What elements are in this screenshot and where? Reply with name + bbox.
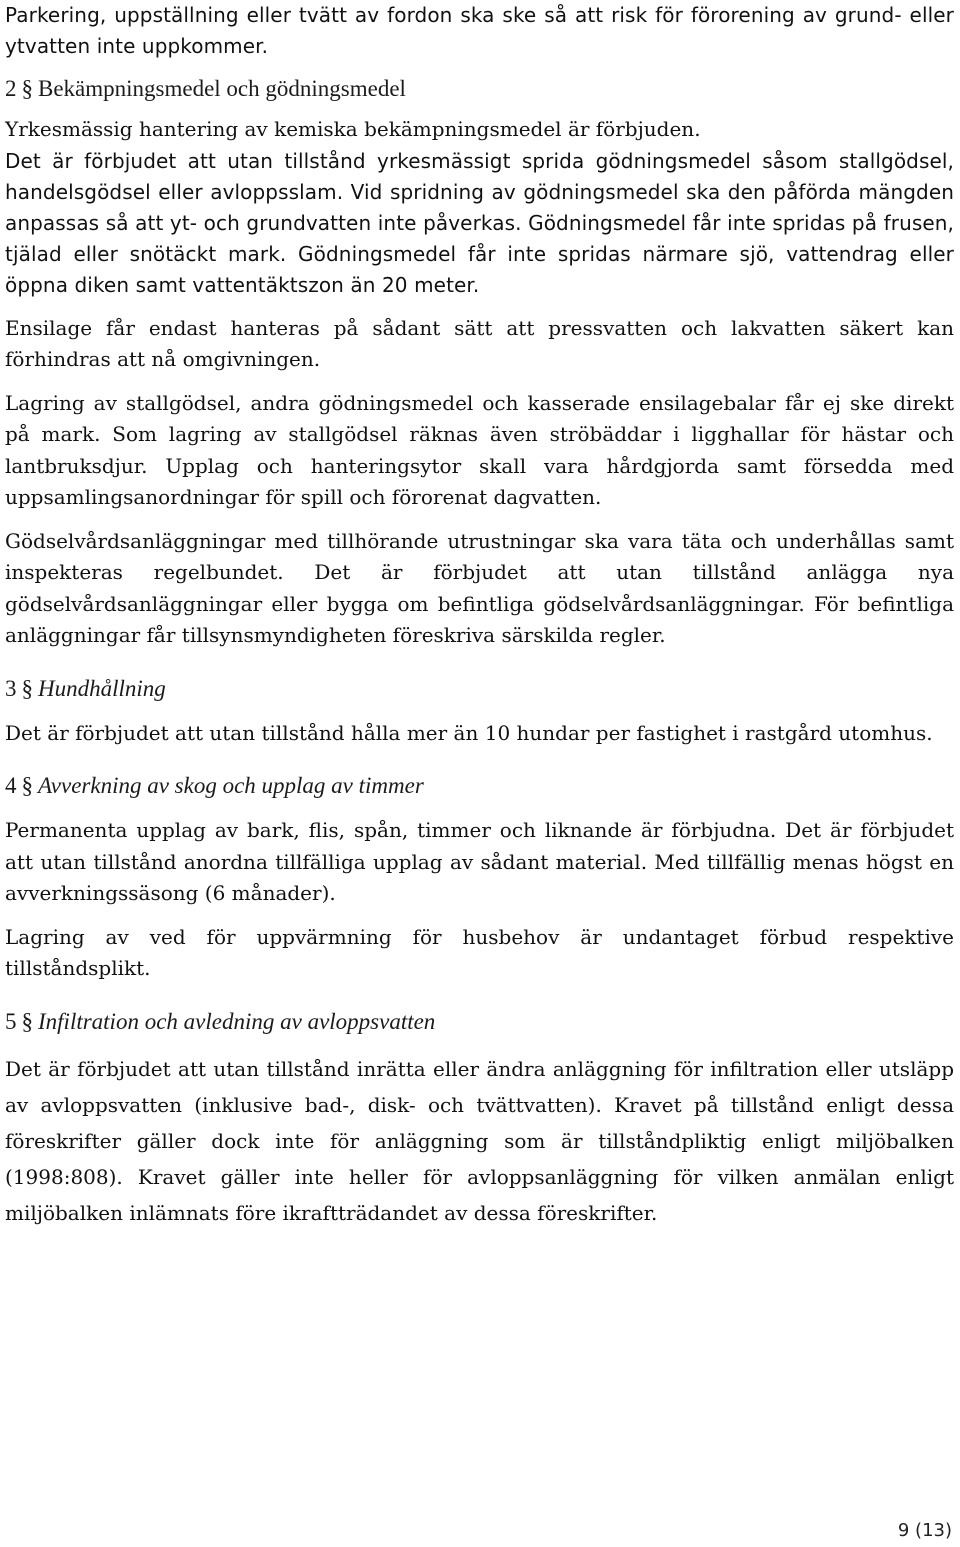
paragraph-sign: § bbox=[21, 1008, 33, 1034]
section-heading-4 bbox=[5, 771, 954, 801]
paragraph-hundhallning: Det är förbjudet att utan tillstånd hålla mer än 10 hundar per fastighet i rastgård utomhus. bbox=[5, 720, 933, 745]
section-title: Avverkning av skog och upplag av timmer bbox=[38, 773, 424, 798]
section-number: 3 bbox=[5, 675, 17, 701]
paragraph-sign: § bbox=[21, 76, 33, 101]
paragraph-parking: Parkering, uppställning eller tvätt av fordon ska ske så att risk för förorening av grund- eller ytvatten inte uppkommer. bbox=[5, 3, 954, 58]
section-heading-2 bbox=[5, 74, 954, 104]
section-number: 5 bbox=[5, 1008, 17, 1034]
section-title: Infiltration och avledning av avloppsvatten bbox=[38, 1008, 436, 1034]
paragraph-lagring: Lagring av stallgödsel, andra gödningsmedel och kasserade ensilagebalar får ej ske direkt på mark. Som lagring av stallgödsel räknas även ströbäddar i ligghallar för hästar och lantbruksdjur. Upplag och hanteringsytor skall vara hårdgjorda samt försedda med uppsamlingsanordningar för spill och förorenat dagvatten. bbox=[5, 390, 954, 509]
paragraph-infiltration: Det är förbjudet att utan tillstånd inrätta eller ändra anläggning för infiltration eller utsläpp av avloppsvatten (inklusive bad-, disk- och tvättvatten). Kravet på tillstånd enligt dessa föreskrifter gäller dock inte för anläggning som är tillståndpliktig enligt miljöbalken (1998:808). Kravet gäller inte heller för avloppsanläggning för vilken anmälan enligt miljöbalken inlämnats före ikraftträdandet av dessa föreskrifter. bbox=[5, 1056, 954, 1225]
section-title: Hundhållning bbox=[38, 675, 166, 701]
paragraph-sign: § bbox=[21, 773, 33, 798]
paragraph-ved: Lagring av ved för uppvärmning för husbehov är undantaget förbud respektive tillståndsplikt. bbox=[5, 924, 954, 980]
section-heading-5 bbox=[5, 1007, 954, 1037]
section-number: 2 bbox=[5, 76, 17, 101]
paragraph-ensilage: Ensilage får endast hanteras på sådant sätt att pressvatten och lakvatten säkert kan förhindras att nå omgivningen. bbox=[5, 315, 954, 371]
paragraph-yrkesmassig: Yrkesmässig hantering av kemiska bekämpningsmedel är förbjuden. bbox=[5, 117, 701, 141]
page-number: 9 (13) bbox=[897, 1520, 952, 1541]
paragraph-godselvard: Gödselvårdsanläggningar med tillhörande utrustningar ska vara täta och underhållas samt inspekteras regelbundet. Det är förbjudet att utan tillstånd anlägga nya gödselvårdsanläggningar eller bygga om befintliga gödselvårdsanläggningar. För befintliga anläggningar får tillsynsmyndigheten föreskriva särskilda regler. bbox=[5, 528, 954, 647]
paragraph-sign: § bbox=[21, 675, 33, 701]
section-title: Bekämpningsmedel och gödningsmedel bbox=[38, 76, 406, 101]
section-number: 4 bbox=[5, 773, 17, 798]
paragraph-upplag: Permanenta upplag av bark, flis, spån, timmer och liknande är förbjudna. Det är förbjudet att utan tillstånd anordna tillfälliga upplag av sådant material. Med tillfällig menas högst en avverkningssäsong (6 månader). bbox=[5, 818, 954, 905]
section-heading-3 bbox=[5, 674, 954, 704]
paragraph-godningsmedel: Det är förbjudet att utan tillstånd yrkesmässigt sprida gödningsmedel såsom stallgödsel, handelsgödsel eller avloppsslam. Vid spridning av gödningsmedel ska den påförda mängden anpassas så att yt- och grundvatten inte påverkas. Gödningsmedel får inte spridas på frusen, tjälad eller snötäckt mark. Gödningsmedel får inte spridas närmare sjö, vattendrag eller öppna diken samt vattentäktszon än 20 meter. bbox=[5, 148, 954, 297]
